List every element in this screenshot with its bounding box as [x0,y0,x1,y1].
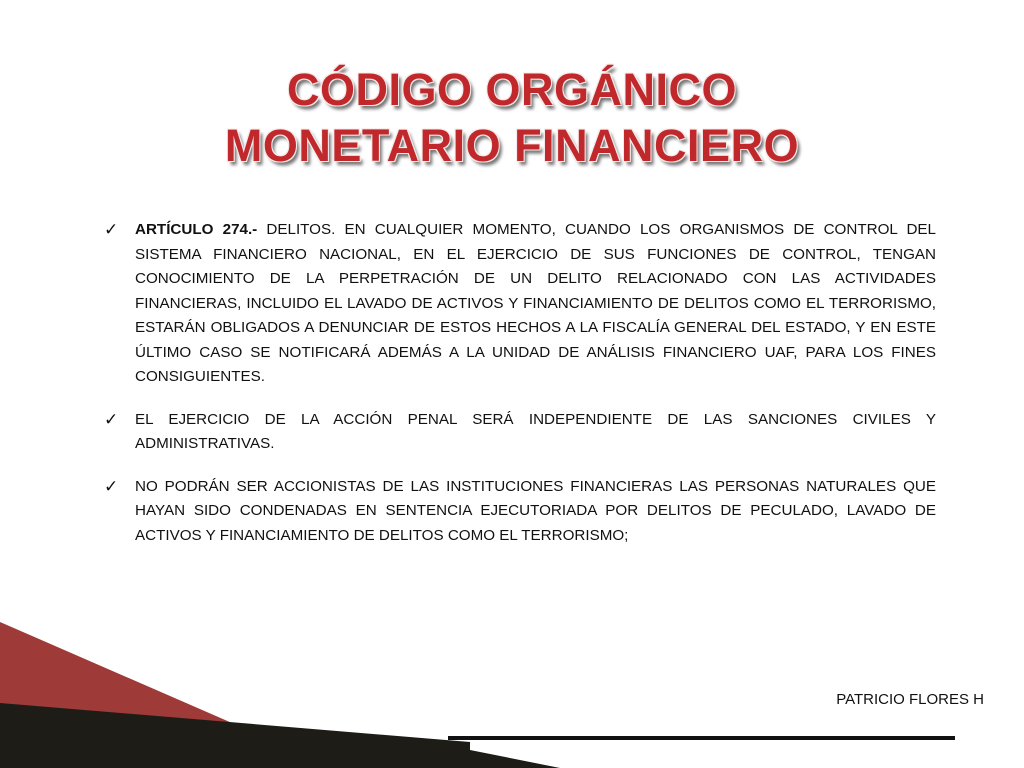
red-corner-shape [0,622,262,736]
article-label: ARTÍCULO 274.- [135,221,258,238]
page-title [0,62,1024,174]
dark-corner-shape [0,703,560,768]
list-item [100,218,936,390]
list-item [100,475,936,549]
author-name: PATRICIO FLORES H [836,691,984,708]
item-text: EL EJERCICIO DE LA ACCIÓN PENAL SERÁ INDEPENDIENTE DE LAS SANCIONES CIVILES Y ADMINISTRATIVAS. [135,410,936,452]
title-line-1: CÓDIGO ORGÁNICO [286,64,737,115]
list-item [100,408,936,457]
article-text: DELITOS. EN CUALQUIER MOMENTO, CUANDO LOS ORGANISMOS DE CONTROL DEL SISTEMA FINANCIERO NACIONAL, EN EL EJERCICIO DE SUS FUNCIONES DE CONTROL, TENGAN CONOCIMIENTO DE LA PERPETRACIÓN DE UN DELITO RELACIONADO CON LAS ACTIVIDADES FINANCIERAS, INCLUIDO EL LAVADO DE ACTIVOS Y FINANCIAMIENTO DE DELITOS COMO EL TERRORISMO, ESTARÁN OBLIGADOS A DENUNCIAR DE ESTOS HECHOS A LA FISCALÍA GENERAL DEL ESTADO, Y EN ESTE ÚLTIMO CASO SE NOTIFICARÁ ADEMÁS A LA UNIDAD DE ANÁLISIS FINANCIERO UAF, PARA LOS FINES CONSIGUIENTES. [135,221,936,385]
checkmark-icon: ✓ [104,220,119,240]
checkmark-icon: ✓ [104,476,119,497]
bullet-list [100,218,936,566]
checkmark-icon: ✓ [104,409,119,430]
title-line-2: MONETARIO FINANCIERO [224,120,800,171]
item-text: NO PODRÁN SER ACCIONISTAS DE LAS INSTITUCIONES FINANCIERAS LAS PERSONAS NATURALES QUE HAYAN SIDO CONDENADAS EN SENTENCIA EJECUTORIADA POR DELITOS DE PECULADO, LAVADO DE ACTIVOS Y FINANCIAMIENTO DE DELITOS COMO EL TERRORISMO; [135,477,936,544]
